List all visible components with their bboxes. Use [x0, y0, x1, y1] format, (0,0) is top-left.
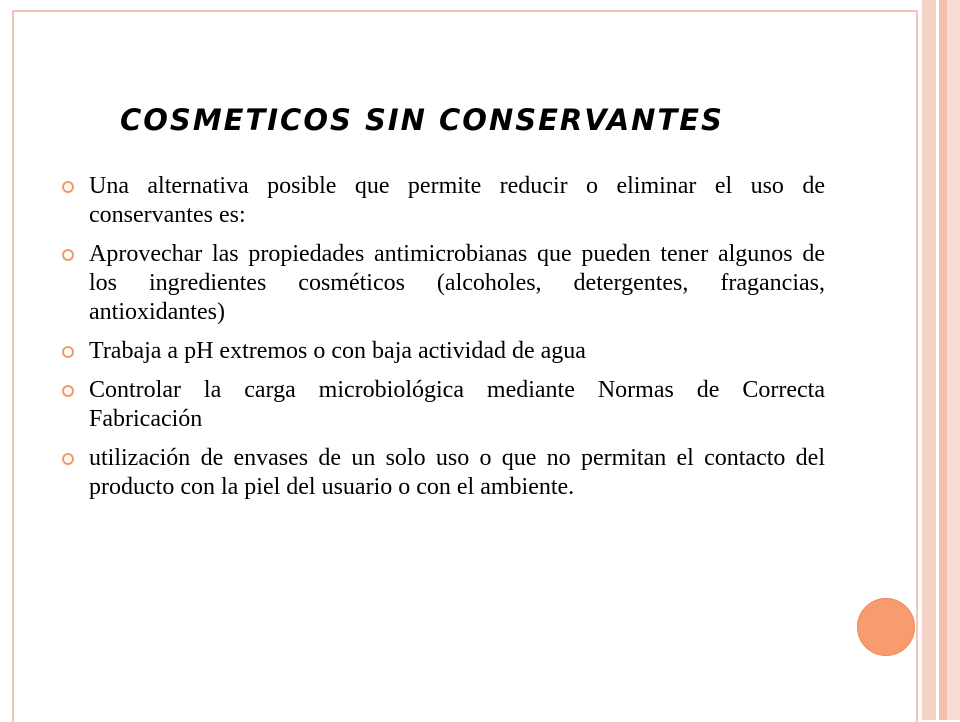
- decorative-stripe: [922, 0, 936, 720]
- bullet-text: utilización de envases de un solo uso o que no permitan el contacto del producto con la piel del usuario o con el ambiente.: [89, 445, 825, 500]
- bullet-item: [62, 337, 825, 366]
- bullet-marker-icon: [62, 346, 74, 358]
- decorative-stripe: [939, 0, 947, 720]
- bullet-text: Aprovechar las propiedades antimicrobianas que pueden tener algunos de los ingredientes cosméticos (alcoholes, detergentes, fragancias, antioxidantes): [89, 241, 825, 325]
- bullet-text: Trabaja a pH extremos o con baja actividad de agua: [89, 338, 586, 364]
- bullet-marker-icon: [62, 453, 74, 465]
- bullet-item: [62, 376, 825, 434]
- decorative-stripe: [947, 0, 960, 720]
- slide-title: COSMETICOS SIN CONSERVANTES: [120, 103, 724, 137]
- bullet-marker-icon: [62, 181, 74, 193]
- bullet-text: Controlar la carga microbiológica mediante Normas de Correcta Fabricación: [89, 377, 825, 432]
- bullet-marker-icon: [62, 249, 74, 261]
- bullet-text: Una alternativa posible que permite reducir o eliminar el uso de conservantes es:: [89, 173, 825, 228]
- bullet-item: [62, 240, 825, 327]
- bullet-item: [62, 172, 825, 230]
- bullet-item: [62, 444, 825, 502]
- bullet-list: [62, 172, 825, 512]
- decorative-circle: [857, 598, 915, 656]
- bullet-marker-icon: [62, 385, 74, 397]
